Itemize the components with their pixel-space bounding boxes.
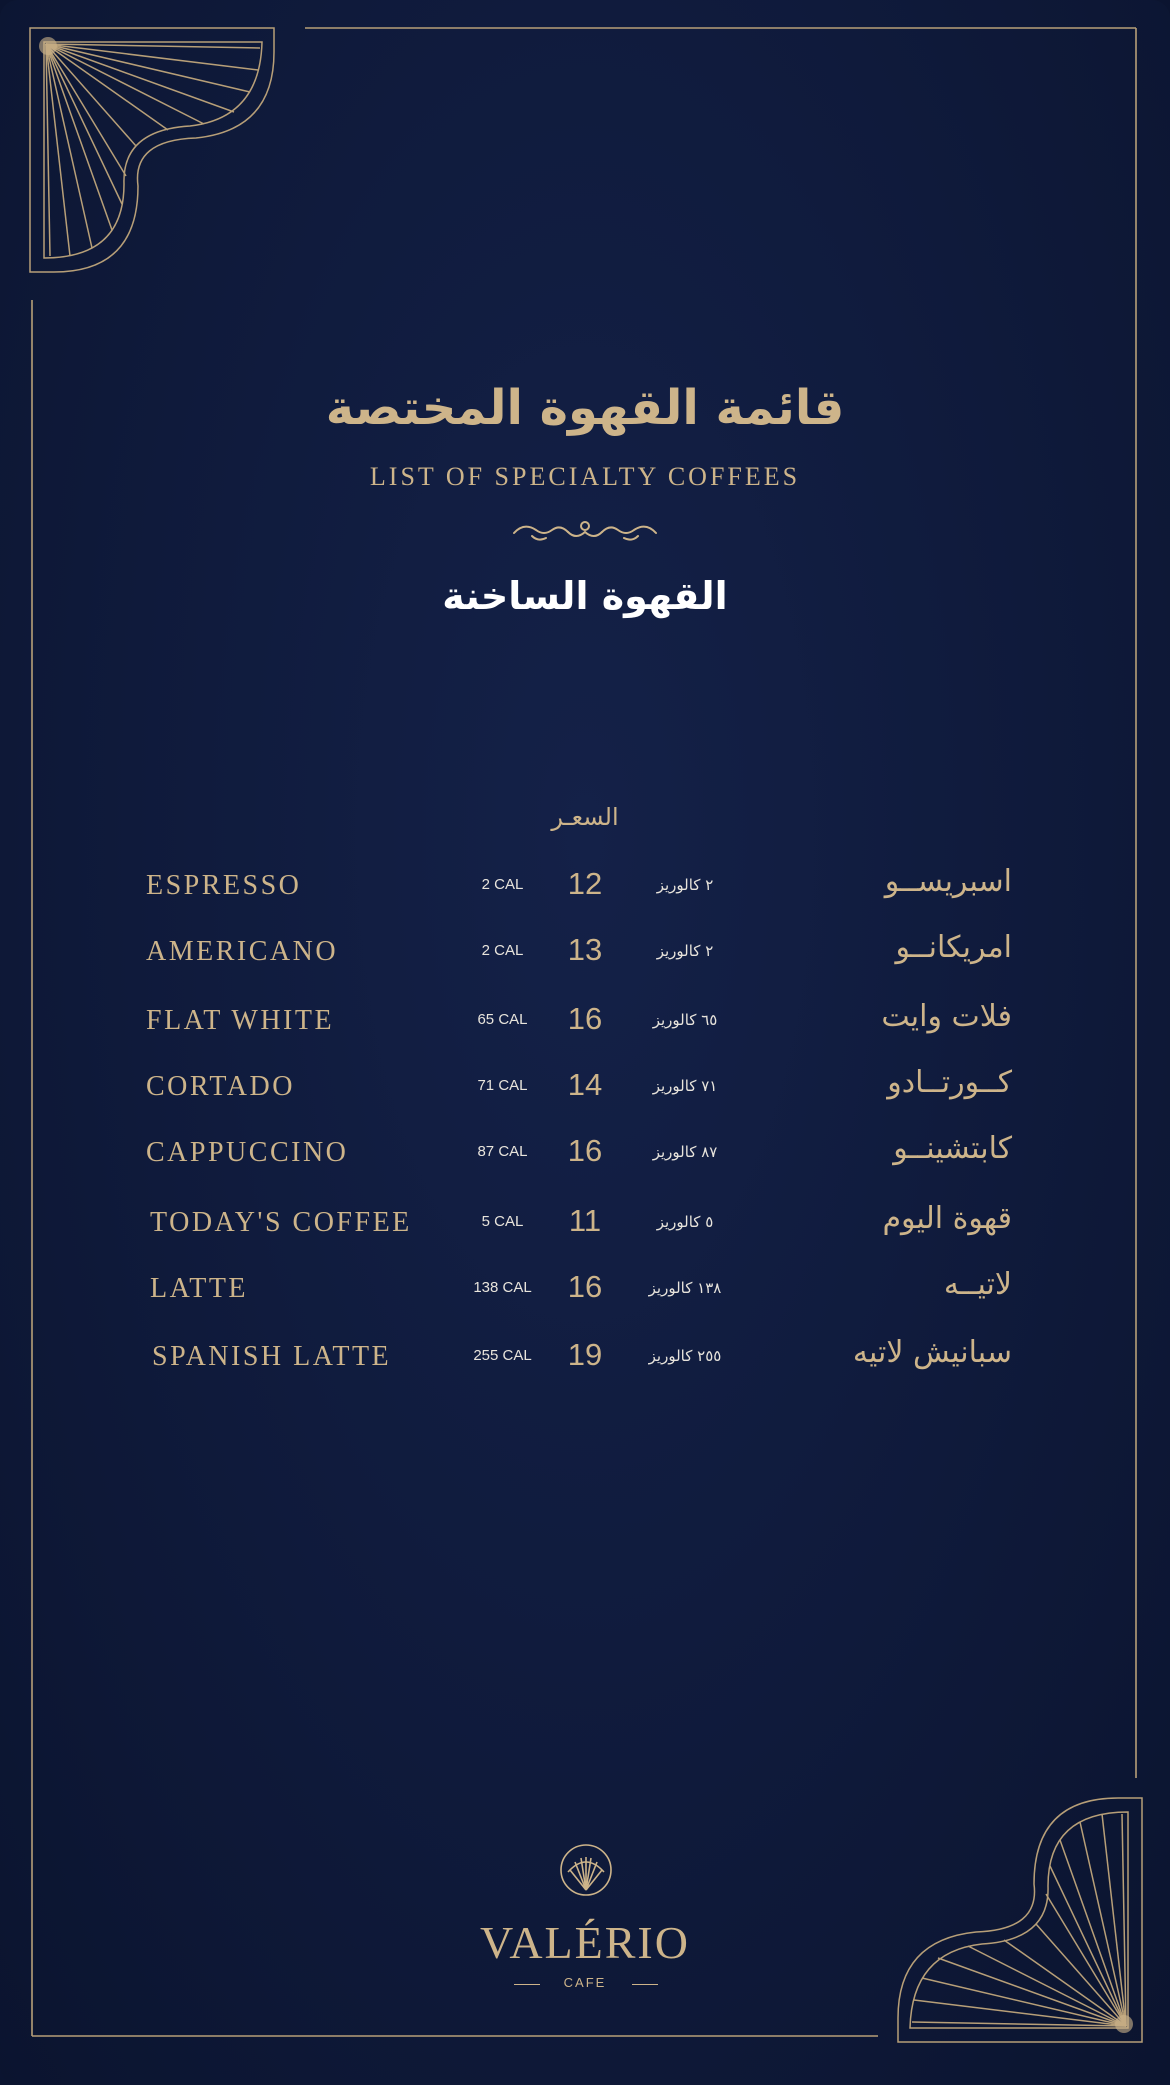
item-name-arabic: امريكانــو <box>895 930 1012 965</box>
item-name-arabic: قهوة اليوم <box>882 1201 1012 1236</box>
section-title-hot-coffee: القهوة الساخنة <box>442 574 728 618</box>
brand-logo-text: VALÉRIO <box>480 1917 690 1968</box>
item-name-arabic: سبانيش لاتيه <box>852 1335 1012 1370</box>
item-price: 12 <box>567 866 603 901</box>
list-item <box>0 1335 1170 1385</box>
item-calories-arabic: ٢ كالوريز <box>656 942 714 960</box>
list-item <box>0 1065 1170 1115</box>
item-name-english: CAPPUCCINO <box>146 1137 349 1168</box>
item-calories-english: 2 CAL <box>481 876 524 893</box>
list-item <box>0 1201 1170 1251</box>
item-calories-arabic: ٨٧ كالوريز <box>652 1143 718 1161</box>
item-price: 19 <box>567 1337 603 1372</box>
item-name-arabic: لاتيــه <box>943 1267 1012 1302</box>
item-price: 14 <box>567 1067 603 1102</box>
item-name-english: AMERICANO <box>146 936 339 967</box>
menu-title-english: LIST OF SPECIALTY COFFEES <box>369 462 801 491</box>
list-item <box>0 1267 1170 1317</box>
item-name-english: SPANISH LATTE <box>152 1341 392 1372</box>
item-calories-english: 138 CAL <box>473 1279 532 1296</box>
item-calories-arabic: ٦٥ كالوريز <box>652 1011 718 1029</box>
item-calories-arabic: ٥ كالوريز <box>656 1213 714 1231</box>
brand-subtitle: CAFE <box>563 1975 607 1990</box>
item-name-arabic: اسبريســو <box>884 864 1012 899</box>
item-calories-english: 65 CAL <box>477 1011 528 1028</box>
menu-title-arabic: قائمة القهوة المختصة <box>325 380 845 436</box>
price-column-header: السعـر <box>551 803 619 831</box>
item-name-english: TODAY'S COFFEE <box>150 1207 412 1238</box>
item-name-english: FLAT WHITE <box>146 1005 335 1036</box>
item-name-arabic: كــورتــادو <box>887 1065 1012 1100</box>
fan-logo-icon <box>558 1842 614 1898</box>
item-name-english: CORTADO <box>146 1071 295 1102</box>
item-price: 16 <box>567 1133 603 1168</box>
item-calories-english: 5 CAL <box>481 1213 524 1230</box>
item-price: 16 <box>567 1001 603 1036</box>
item-calories-english: 71 CAL <box>477 1077 528 1094</box>
item-calories-english: 87 CAL <box>477 1143 528 1160</box>
item-calories-arabic: ٢ كالوريز <box>656 876 714 894</box>
item-price: 11 <box>568 1203 602 1238</box>
item-name-english: ESPRESSO <box>146 870 302 901</box>
fan-corner-ornament-icon <box>28 26 280 276</box>
item-calories-english: 2 CAL <box>481 942 524 959</box>
item-calories-arabic: ٧١ كالوريز <box>652 1077 718 1095</box>
list-item <box>0 930 1170 980</box>
flourish-divider-icon <box>510 518 660 548</box>
list-item <box>0 1131 1170 1181</box>
list-item <box>0 999 1170 1049</box>
item-name-arabic: فلات وايت <box>881 999 1012 1034</box>
item-name-english: LATTE <box>150 1273 249 1304</box>
item-name-arabic: كابتشينــو <box>893 1131 1012 1166</box>
list-item <box>0 864 1170 914</box>
item-calories-arabic: ٢٥٥ كالوريز <box>648 1347 722 1365</box>
item-calories-arabic: ١٣٨ كالوريز <box>648 1279 722 1297</box>
divider <box>632 1984 658 1985</box>
item-price: 13 <box>567 932 603 967</box>
item-price: 16 <box>567 1269 603 1304</box>
item-calories-english: 255 CAL <box>473 1347 532 1364</box>
